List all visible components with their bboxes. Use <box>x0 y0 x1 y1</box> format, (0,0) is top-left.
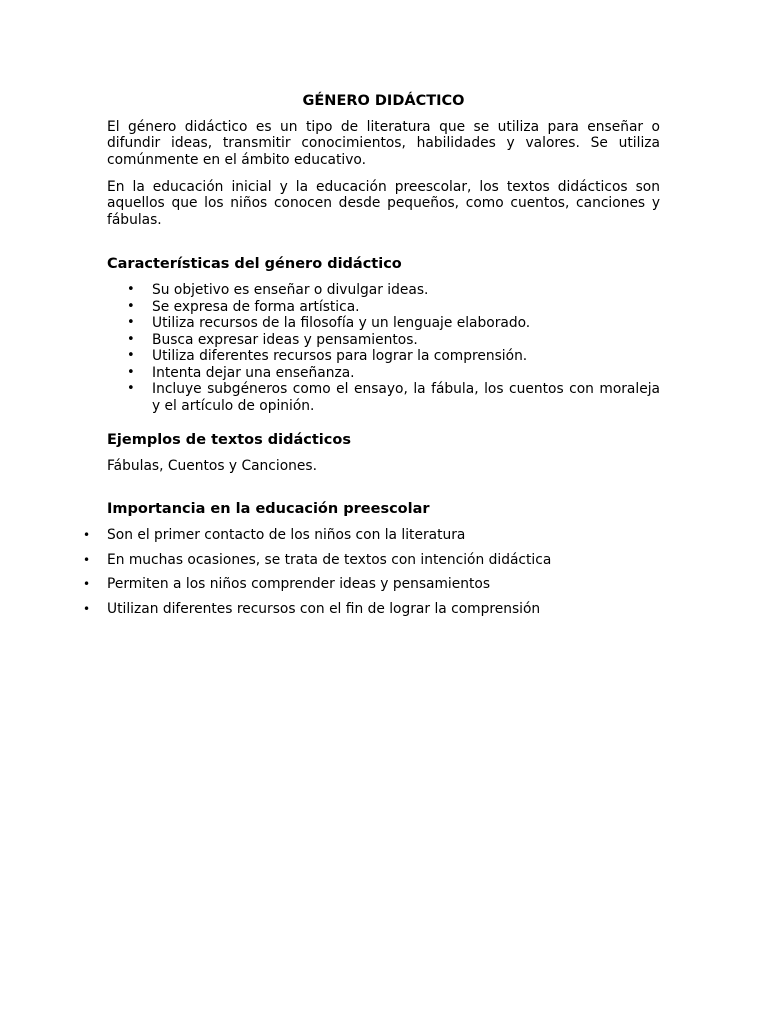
list-item <box>107 381 660 414</box>
list-item-text: Utilizan diferentes recursos con el fin de lograr la comprensión <box>107 600 541 617</box>
list-item-text: Intenta dejar una enseñanza. <box>152 364 355 381</box>
bullet-icon: • <box>127 381 135 396</box>
bullet-icon: • <box>83 552 91 567</box>
examples-heading: Ejemplos de textos didácticos <box>107 432 351 448</box>
list-item-text: Incluye subgéneros como el ensayo, la fábula, los cuentos con moraleja y el artículo de opinión. <box>152 381 660 414</box>
list-item-text: Busca expresar ideas y pensamientos. <box>152 331 418 348</box>
examples-text: Fábulas, Cuentos y Canciones. <box>107 458 317 474</box>
list-item <box>78 575 551 600</box>
list-item <box>107 365 660 382</box>
list-item <box>107 299 660 316</box>
preschool-paragraph: En la educación inicial y la educación preescolar, los textos didácticos son aquellos que los niños conocen desde pequeños, como cuentos, canciones y fábulas. <box>107 179 660 228</box>
list-item-text: Permiten a los niños comprender ideas y pensamientos <box>107 576 491 592</box>
list-item <box>107 332 660 349</box>
bullet-icon: • <box>83 601 91 616</box>
bullet-icon: • <box>83 528 91 542</box>
list-item <box>107 315 660 332</box>
list-item <box>107 282 660 299</box>
bullet-icon: • <box>127 331 135 347</box>
importance-list <box>78 526 551 624</box>
list-item <box>78 600 551 625</box>
bullet-icon: • <box>127 364 135 380</box>
bullet-icon: • <box>127 298 135 314</box>
list-item-text: Son el primer contacto de los niños con la literatura <box>107 527 466 543</box>
bullet-icon: • <box>83 577 91 591</box>
characteristics-heading: Características del género didáctico <box>107 256 402 272</box>
bullet-icon: • <box>127 282 135 297</box>
list-item-text: Utiliza recursos de la filosofía y un lenguaje elaborado. <box>152 315 531 331</box>
bullet-icon: • <box>127 348 135 363</box>
importance-heading: Importancia en la educación preescolar <box>107 501 430 517</box>
characteristics-list <box>107 282 660 414</box>
list-item <box>107 348 660 365</box>
list-item-text: Su objetivo es enseñar o divulgar ideas. <box>152 282 429 298</box>
list-item-text: Se expresa de forma artística. <box>152 298 360 315</box>
intro-paragraph: El género didáctico es un tipo de literatura que se utiliza para enseñar o difundir ideas, transmitir conocimientos, habilidades y valores. Se utiliza comúnmente en el ámbito educativo. <box>107 119 660 168</box>
bullet-icon: • <box>127 315 135 330</box>
list-item <box>78 526 551 551</box>
list-item-text: Utiliza diferentes recursos para lograr la comprensión. <box>152 348 528 364</box>
list-item-text: En muchas ocasiones, se trata de textos con intención didáctica <box>107 551 552 568</box>
document-title: GÉNERO DIDÁCTICO <box>302 93 465 109</box>
list-item <box>78 551 551 576</box>
